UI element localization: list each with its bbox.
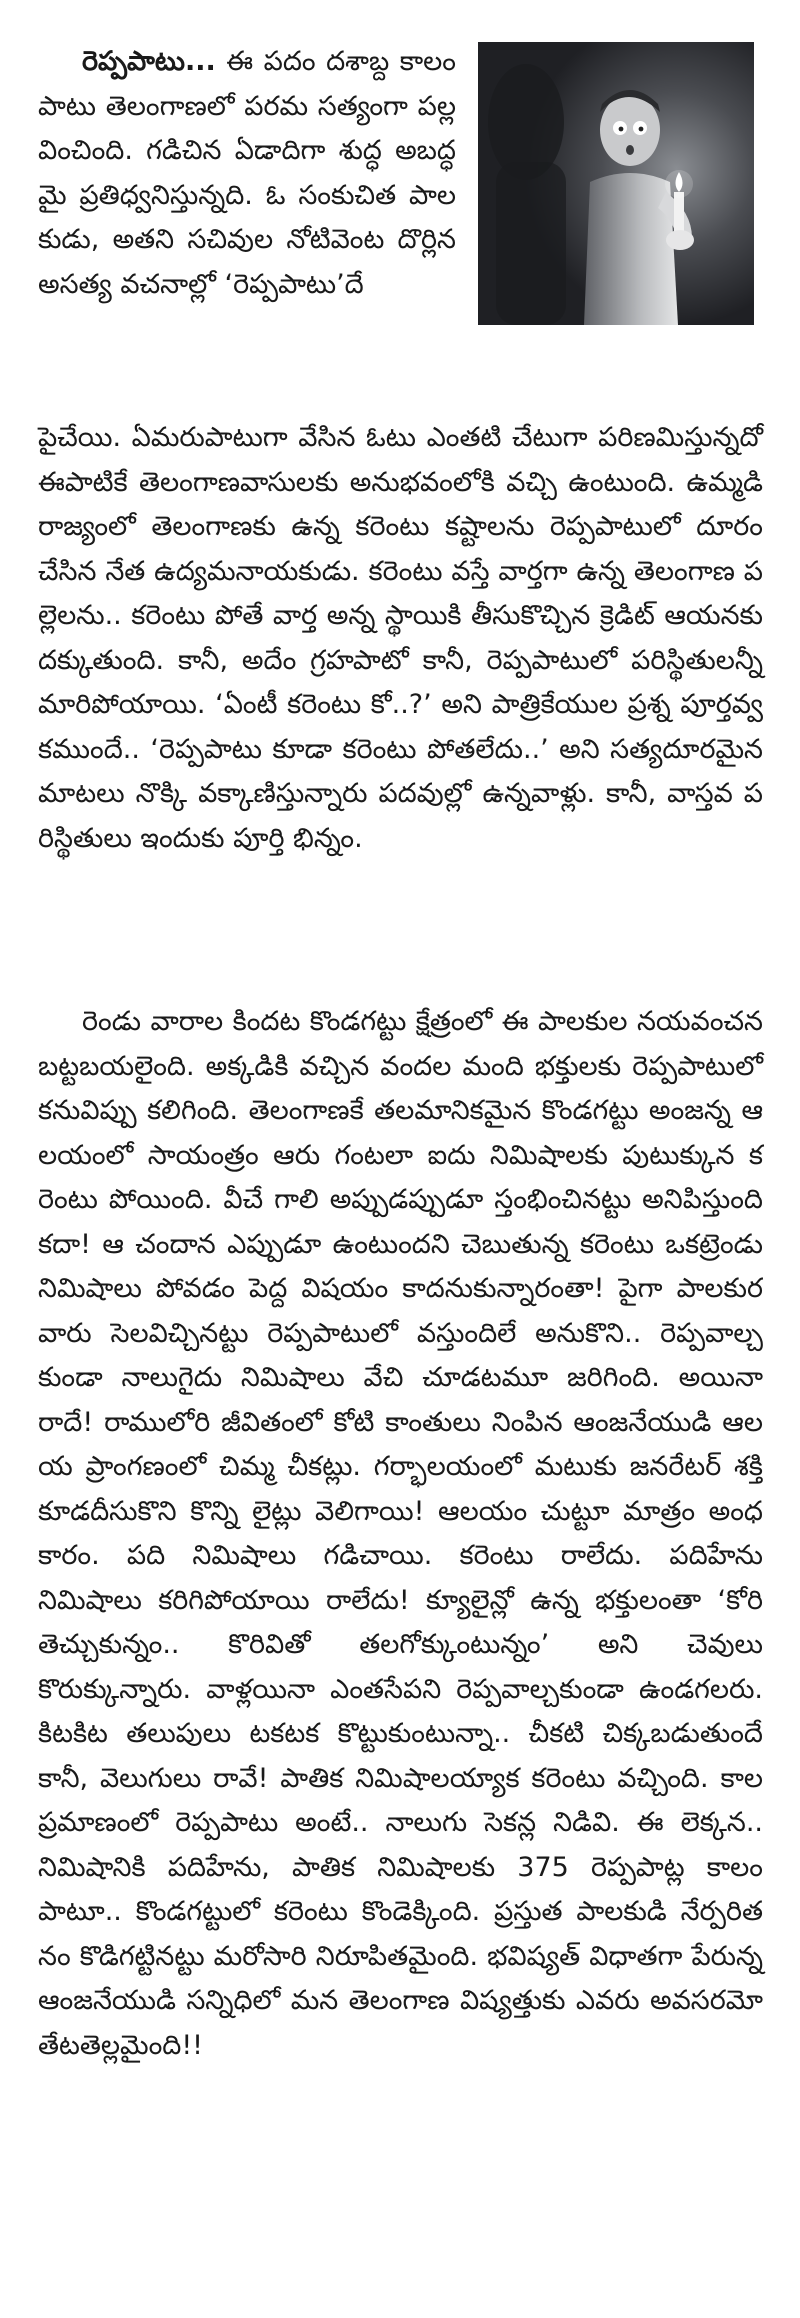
article-paragraph-2 xyxy=(38,1000,763,2068)
article-paragraph-1-top xyxy=(38,40,456,307)
paragraph-1-top-text: ఈ పదం దశాబ్ద కాలం పాటు తెలంగాణలో పరమ సత్యంగా పల్లవించింది. గడిచిన ఏడాదిగా శుద్ధ అబద్ధమై ప్రతిధ్వనిస్తున్నది. ఓ సంకుచిత పాలకుడు, అతని సచివుల నోటివెంట దొర్లిన అసత్య వచనాల్లో ‘రెప్పపాటు’దే xyxy=(38,46,456,300)
lead-word: రెప్పపాటు... xyxy=(82,46,216,77)
article-paragraph-1-rest: పైచేయి. ఏమరుపాటుగా వేసిన ఓటు ఎంతటి చేటుగా పరిణమిస్తున్నదో ఈపాటికే తెలంగాణవాసులకు అనుభవంలోకి వచ్చి ఉంటుంది. ఉమ్మడి రాజ్యంలో తెలంగాణకు ఉన్న కరెంటు కష్టాలను రెప్పపాటులో దూరం చేసిన నేత ఉద్యమనాయకుడు. కరెంటు వస్తే వార్తగా ఉన్న తెలంగాణ పల్లెలను.. కరెంటు పోతే వార్త అన్న స్థాయికి తీసుకొచ్చిన క్రెడిట్ ఆయనకు దక్కుతుంది. కానీ, అదేం గ్రహపాటో కానీ, రెప్పపాటులో పరిస్థితులన్నీ మారిపోయాయి. ‘ఏంటీ కరెంటు కో..?’ అని పాత్రికేయుల ప్రశ్న పూర్తవ్వకముందే.. ‘రెప్పపాటు కూడా కరెంటు పోతలేదు..’ అని సత్యదూరమైన మాటలు నొక్కి వక్కాణిస్తున్నారు పదవుల్లో ఉన్నవాళ్లు. కానీ, వాస్తవ పరిస్థితులు ఇందుకు పూర్తి భిన్నం. xyxy=(38,422,763,854)
illustration-man-with-candle xyxy=(478,42,754,325)
paragraph-2-text: రెండు వారాల కిందట కొండగట్టు క్షేత్రంలో ఈ పాలకుల నయవంచన బట్టబయలైంది. అక్కడికి వచ్చిన వందల మంది భక్తులకు రెప్పపాటులో కనువిప్పు కలిగింది. తెలంగాణకే తలమానికమైన కొండగట్టు అంజన్న ఆలయంలో సాయంత్రం ఆరు గంటలా ఐదు నిమిషాలకు పుటుక్కున కరెంటు పోయింది. వీచే గాలి అప్పుడప్పుడూ స్తంభించినట్టు అనిపిస్తుంది కదా! ఆ చందాన ఎప్పుడూ ఉంటుందని చెబుతున్న కరెంటు ఒకట్రెండు నిమిషాలు పోవడం పెద్ద విషయం కాదనుకున్నారంతా! పైగా పాలకురవారు సెలవిచ్చినట్టు రెప్పపాటులో వస్తుందిలే అనుకొని.. రెప్పవాల్చకుండా నాలుగైదు నిమిషాలు వేచి చూడటమూ జరిగింది. అయినా రాదే! రాములోరి జీవితంలో కోటి కాంతులు నింపిన ఆంజనేయుడి ఆలయ ప్రాంగణంలో చిమ్మ చీకట్లు. గర్భాలయంలో మటుకు జనరేటర్ శక్తి కూడదీసుకొని కొన్ని లైట్లు వెలిగాయి! ఆలయం చుట్టూ మాత్రం అంధకారం. పది నిమిషాలు గడిచాయి. కరెంటు రాలేదు. పదిహేను నిమిషాలు కరిగిపోయాయి రాలేదు! క్యూలైన్లో ఉన్న భక్తులంతా ‘కోరి తెచ్చుకున్నం.. కొరివితో తలగోక్కుంటున్నం’ అని చెవులు కొరుక్కున్నారు. వాళ్లయినా ఎంతసేపని రెప్పవాల్చకుండా ఉండగలరు. కిటకిట తలుపులు టకటక కొట్టుకుంటున్నా.. చీకటి చిక్కబడుతుందే కానీ, వెలుగులు రావే! పాతిక నిమిషాలయ్యాక కరెంటు వచ్చింది. కాల ప్రమాణంలో రెప్పపాటు అంటే.. నాలుగు సెకన్ల నిడివి. ఈ లెక్కన.. నిమిషానికి పదిహేను, పాతిక నిమిషాలకు 375 రెప్పపాట్ల కాలం పాటూ.. కొండగట్టులో కరెంటు కొండెక్కింది. ప్రస్తుత పాలకుడి నేర్పరితనం కొడిగట్టినట్టు మరోసారి నిరూపితమైంది. భవిష్యత్ విధాతగా పేరున్న ఆంజనేయుడి సన్నిధిలో మన తెలంగాణ విష్యత్తుకు ఎవరు అవసరమో తేటతెల్లమైంది!! xyxy=(38,1006,763,2061)
candle-scene-icon xyxy=(478,42,754,325)
